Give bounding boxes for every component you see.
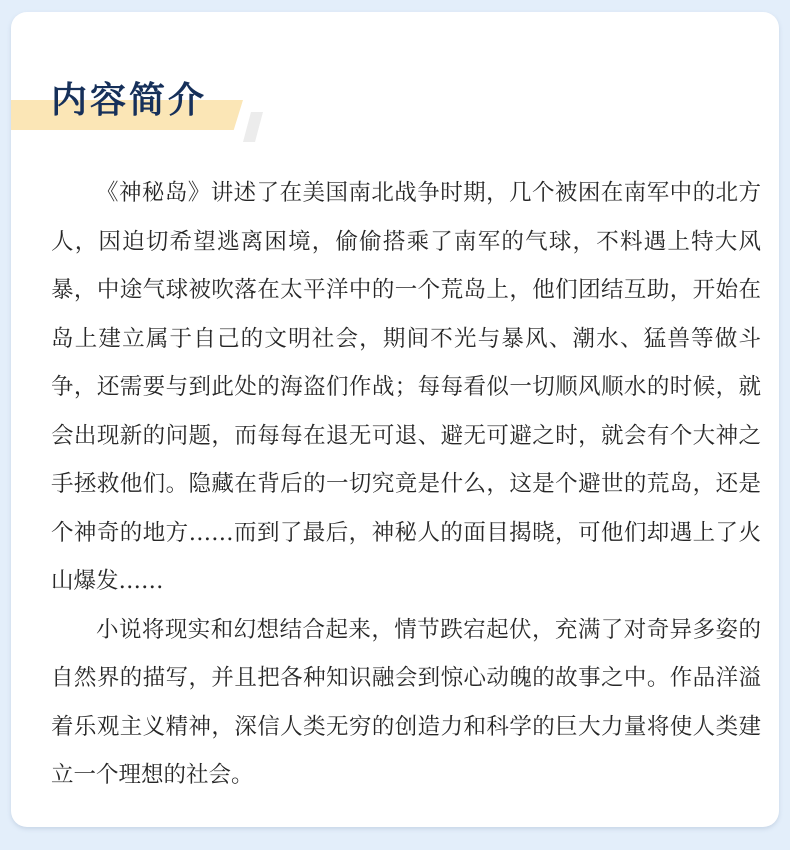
synopsis-paragraph-2: 小说将现实和幻想结合起来，情节跌宕起伏，充满了对奇异多姿的自然界的描写，并且把各种知识融会到惊心动魄的故事之中。作品洋溢着乐观主义精神，深信人类无穷的创造力和科学的巨大力量将使人类建立一个理想的社会。 [51, 616, 761, 788]
title-highlight-shadow [243, 112, 263, 142]
synopsis-body [51, 169, 761, 800]
content-card [11, 12, 779, 827]
section-title: 内容简介 [51, 79, 208, 121]
synopsis-paragraph-1: 《神秘岛》讲述了在美国南北战争时期，几个被困在南军中的北方人，因迫切希望逃离困境，偷偷搭乘了南军的气球，不料遇上特大风暴，中途气球被吹落在太平洋中的一个荒岛上，他们团结互助，开始在岛上建立属于自己的文明社会，期间不光与暴风、潮水、猛兽等做斗争，还需要与到此处的海盗们作战；每每看似一切顺风顺水的时候，就会出现新的问题，而每每在退无可退、避无可避之时，就会有个大神之手拯救他们。隐藏在背后的一切究竟是什么，这是个避世的荒岛，还是个神奇的地方……而到了最后，神秘人的面目揭晓，可他们却遇上了火山爆发…… [51, 180, 761, 594]
